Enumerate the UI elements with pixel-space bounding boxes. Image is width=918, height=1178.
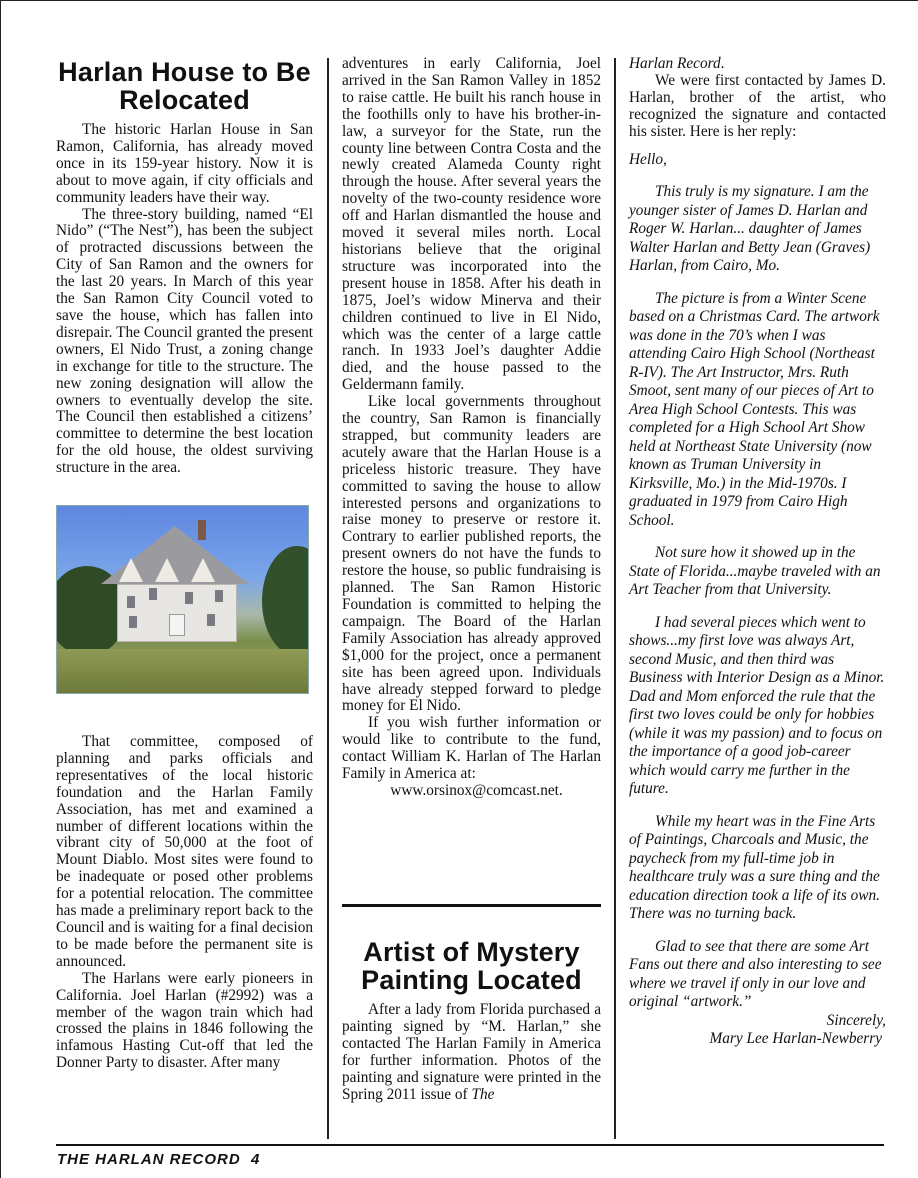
- column-1: [56, 58, 313, 1072]
- article-paragraph: [629, 56, 886, 73]
- photo-window: [185, 592, 193, 604]
- publication-title: The: [471, 1085, 495, 1103]
- letter-greeting: Hello,: [629, 150, 667, 168]
- letter-paragraph: The picture is from a Winter Scene based on a Christmas Card. The artwork was done in the 70’s when I was attending Cairo High School (Northeast R-IV). The Art Instructor, Mrs. Ruth Smoot, sent many of our pieces of Art to Area High School Contests. This was completed for a High School Art Show held at Northeast State University (now known as Truman University in Kirksville, Mo.) in the Mid-1970s. I graduated in 1979 from Cairo High School.: [629, 289, 880, 529]
- photo-gable: [119, 558, 143, 582]
- article-paragraph: The historic Harlan House in San Ramon, California, has already moved once in its 159-year history. Now it is about to move again, if city officials and community leaders have their way.: [56, 121, 313, 206]
- column-divider: [327, 58, 329, 1139]
- article-paragraph: adventures in early California, Joel arrived in the San Ramon Valley in 1852 to raise cattle. He built his ranch house in the foothills only to have his brother-in-law, a surveyor for the State, run the county line between Contra Costa and the newly created Alameda County right through the house. After several years the novelty of the two-county residence wore off and Harlan dismantled the house and moved it several miles north. Local historians believe that the original structure was incorporated into the present house in 1858. After his death in 1875, Joel’s widow Minerva and their children continued to live in El Nido, which was the center of a large cattle ranch. In 1933 Joel’s daughter Addie died, and the house passed to the Geldermann family.: [342, 55, 601, 394]
- harlan-house-photo: [56, 505, 309, 694]
- photo-window: [215, 590, 223, 602]
- column-divider: [614, 58, 616, 1139]
- footer-page-number: 4: [251, 1151, 261, 1168]
- article-paragraph: Like local governments throughout the country, San Ramon is financially strapped, but community leaders are acutely aware that the Harlan House is a priceless historic treasure. They have committed to saving the house to allow interested persons and organizations to raise money to preserve or restore it. Contrary to earlier published reports, the present owners do not have the funds to restore the house, so public fundraising is planned. The San Ramon Historic Foundation is committed to helping the campaign. The Board of the Harlan Family Association has already approved $1,000 for the project, once a permanent site has been agreed upon. Individuals have already stepped forward to pledge money for El Nido.: [342, 393, 601, 715]
- photo-gable: [191, 558, 215, 582]
- photo-window: [207, 614, 215, 626]
- photo-tree-right: [262, 546, 309, 656]
- photo-ground: [57, 649, 308, 693]
- photo-window: [129, 616, 137, 628]
- article-paragraph: We were first contacted by James D. Harlan, brother of the artist, who recognized the signature and contacted his sister. Here is her reply:: [629, 71, 886, 140]
- letter-closing: Sincerely,: [826, 1011, 886, 1029]
- photo-window: [149, 588, 157, 600]
- letter-signature: Mary Lee Harlan-Newberry: [709, 1030, 882, 1048]
- article-paragraph: The Harlans were early pioneers in California. Joel Harlan (#2992) was a member of the wagon train which had crossed the plains in 1846 following the infamous Hasting Cut-off that led the Donner Party to disaster. After many: [56, 969, 313, 1072]
- article-text: After a lady from Florida purchased a painting signed by “M. Harlan,” she contacted The Harlan Family in America for further information. Photos of the painting and signature were printed in the Spring 2011 issue of: [342, 1001, 601, 1103]
- page-footer: [57, 1151, 260, 1168]
- article-headline-artist: Artist of Mystery Painting Located: [361, 937, 582, 995]
- photo-gable: [155, 558, 179, 582]
- article-separator: [342, 904, 601, 907]
- page-border-left: [0, 0, 1, 1178]
- letter-paragraph: Glad to see that there are some Art Fans out there and also interesting to see where we travel if only in our love and original “artwork.”: [629, 937, 882, 1011]
- photo-door: [169, 614, 185, 636]
- letter-paragraph: I had several pieces which went to shows...my first love was always Art, second Music, and then third was Business with Interior Design as a Minor. Dad and Mom enforced the rule that the first two loves could be only for hobbies (while it was my passion) and to focus on the importance of a good job-career which would carry me further in the future.: [629, 613, 885, 798]
- article-paragraph: [342, 1002, 601, 1103]
- photo-window: [127, 596, 135, 608]
- column-2-lower: [342, 938, 601, 1103]
- contact-email: www.orsinox@comcast.net.: [390, 781, 563, 799]
- column-2: [342, 56, 601, 800]
- article-text: .: [720, 55, 725, 72]
- footer-rule: [56, 1144, 884, 1146]
- article-paragraph: If you wish further information or would like to contribute to the fund, contact William K. Harlan of The Harlan Family in America at:: [342, 714, 601, 783]
- letter: [629, 151, 886, 1012]
- article-paragraph: The three-story building, named “El Nido” (“The Nest”), has been the subject of protracted discussions between the City of San Ramon and the owners for the last 20 years. In March of this year the San Ramon City Council voted to save the house, which has fallen into disrepair. The Council granted the present owners, El Nido Trust, a zoning change in exchange for title to the structure. The new zoning designation will allow the owners to eventually develop the site. The Council then established a citizens’ committee to determine the best location for the old house, the oldest surviving structure in the area.: [56, 205, 313, 477]
- footer-publication: THE HARLAN RECORD: [57, 1151, 241, 1168]
- column-3: [629, 56, 886, 1049]
- letter-paragraph: Not sure how it showed up in the State of Florida...maybe traveled with an Art Teacher from that University.: [629, 544, 881, 599]
- page-border-top: [0, 0, 918, 1]
- article-headline-harlan-house: Harlan House to Be Relocated: [58, 57, 311, 115]
- publication-title: Harlan Record: [629, 55, 721, 72]
- letter-paragraph: This truly is my signature. I am the younger sister of James D. Harlan and Roger W. Harlan... daughter of James Walter Harlan and Betty Jean (Graves) Harlan, from Cairo, Mo.: [629, 183, 871, 275]
- article-paragraph: That committee, composed of planning and parks officials and representatives of the local historic foundation and the Harlan Family Association, has met and examined a number of different locations within the vibrant city of 50,000 at the foot of Mount Diablo. Most sites were found to be inadequate or posed other problems for a potential relocation. The committee has made a preliminary report back to the Council and is waiting for a final decision to be made before the permanent site is announced.: [56, 733, 314, 970]
- letter-paragraph: While my heart was in the Fine Arts of Paintings, Charcoals and Music, the paycheck from my full-time job in healthcare truly was a sure thing and the education direction took a life of its own. There was no turning back.: [629, 812, 880, 923]
